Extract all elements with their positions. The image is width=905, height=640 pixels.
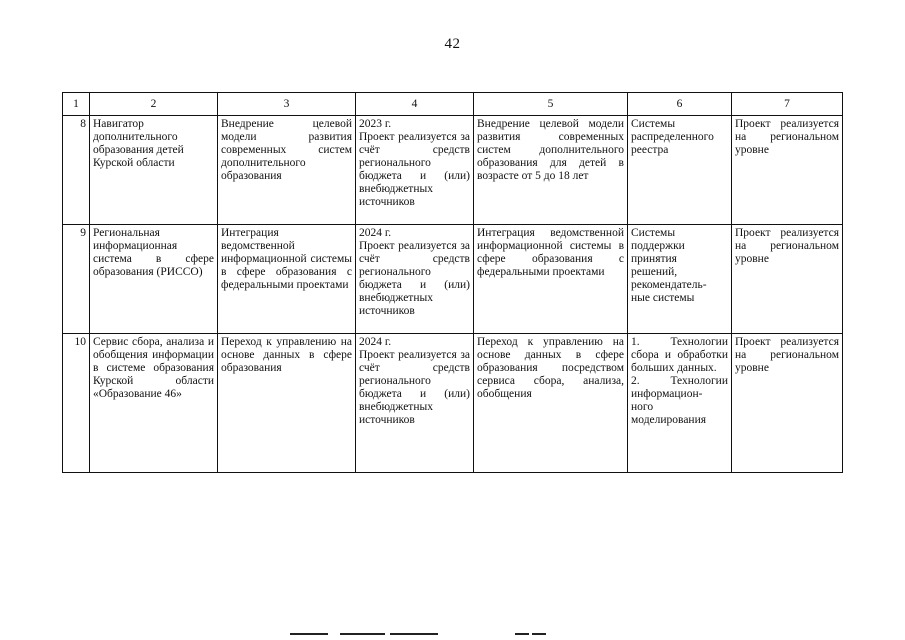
- scan-mark: [340, 633, 385, 635]
- project-result: [474, 225, 628, 334]
- row-number: 8: [63, 116, 90, 225]
- level-text: Проект реализуется на региональном уровне: [735, 118, 839, 156]
- column-header: 1: [63, 93, 90, 116]
- column-header: 7: [732, 93, 843, 116]
- scan-mark: [532, 633, 546, 635]
- column-header: 6: [628, 93, 732, 116]
- name-text: Региональная информационная система в сфере образования (РИССО): [93, 227, 214, 278]
- column-header: 5: [474, 93, 628, 116]
- activity-text: Переход к управлению на основе данных в сфере образования: [221, 336, 352, 374]
- project-result: [474, 334, 628, 473]
- project-result: [474, 116, 628, 225]
- project-name: [90, 334, 218, 473]
- name-text: Сервис сбора, анализа и обобщения информации в системе образования Курской области «Образование 46»: [93, 336, 214, 400]
- project-activity: [218, 334, 356, 473]
- page-number: 42: [444, 36, 461, 52]
- level-text: Проект реализуется на региональном уровне: [735, 336, 839, 374]
- row-number: 10: [63, 334, 90, 473]
- result-text: Переход к управлению на основе данных в сфере образования посредством сервиса сбора, анализа, обобщения: [477, 336, 624, 400]
- table-row: [63, 334, 843, 473]
- result-text: Интеграция ведомственной информационной системы в сфере образования с федеральными проектами: [477, 227, 624, 278]
- deadline-year: 2024 г.: [359, 227, 392, 239]
- scan-artifact-marks: [290, 633, 570, 636]
- scan-mark: [390, 633, 438, 635]
- level-text: Проект реализуется на региональном уровне: [735, 227, 839, 265]
- table-row: [63, 116, 843, 225]
- deadline-year: 2024 г.: [359, 336, 392, 348]
- deadline-text: Проект реализуется за счёт средств регионального бюджета и (или) внебюджетных источников: [359, 131, 470, 208]
- column-header: 2: [90, 93, 218, 116]
- project-name: [90, 225, 218, 334]
- activity-text: Внедрение целевой модели развития современных систем дополнительного образования: [221, 118, 352, 182]
- deadline-text: Проект реализуется за счёт средств регионального бюджета и (или) внебюджетных источников: [359, 349, 470, 426]
- project-name: Навигатор дополнительного образования детей Курской области: [90, 116, 218, 225]
- row-number: 9: [63, 225, 90, 334]
- project-level: [732, 334, 843, 473]
- scan-mark: [290, 633, 328, 635]
- project-activity: [218, 225, 356, 334]
- table-header-row: [63, 93, 843, 116]
- project-technology: Системы поддержки принятия решений, рекомендатель- ные системы: [628, 225, 732, 334]
- deadline-year: 2023 г.: [359, 118, 392, 130]
- column-header: 3: [218, 93, 356, 116]
- column-header: 4: [356, 93, 474, 116]
- projects-table: [62, 92, 843, 473]
- activity-text: Интеграция ведомственной информационной системы в сфере образования с федеральными проектами: [221, 227, 352, 291]
- project-level: [732, 116, 843, 225]
- project-deadline: [356, 334, 474, 473]
- project-level: [732, 225, 843, 334]
- project-activity: [218, 116, 356, 225]
- deadline-text: Проект реализуется за счёт средств регионального бюджета и (или) внебюджетных источников: [359, 240, 470, 317]
- project-deadline: [356, 225, 474, 334]
- scan-mark: [515, 633, 529, 635]
- project-deadline: [356, 116, 474, 225]
- project-technology: Системы распределенного реестра: [628, 116, 732, 225]
- result-text: Внедрение целевой модели развития современных систем дополнительного образования для детей в возрасте от 5 до 18 лет: [477, 118, 624, 182]
- table-row: [63, 225, 843, 334]
- project-technology: 1. Технологии сбора и обработки больших данных. 2. Технологии информацион- ного моделирования: [628, 334, 732, 473]
